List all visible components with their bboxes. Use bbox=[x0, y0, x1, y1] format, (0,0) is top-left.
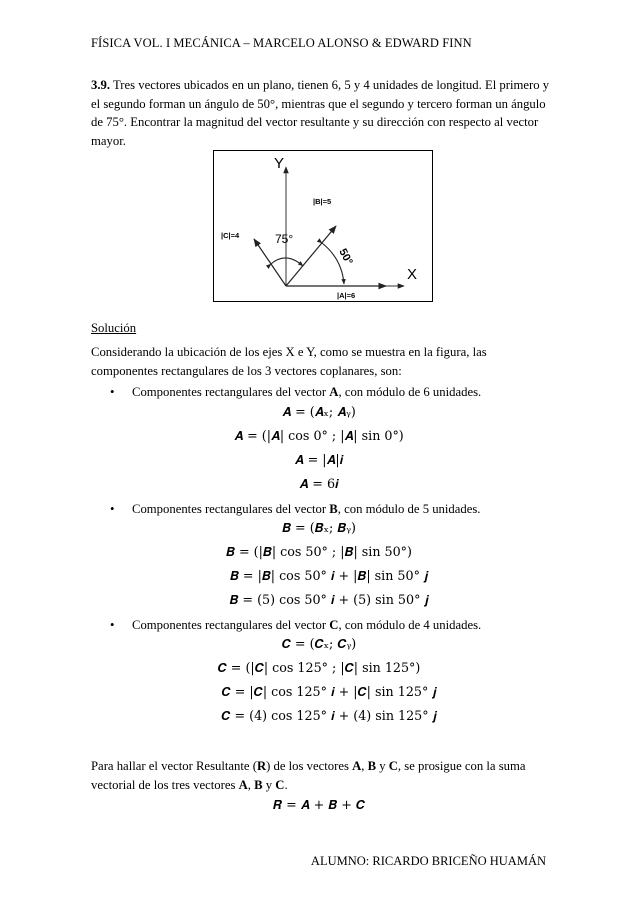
angle-50-label: 50° bbox=[336, 246, 355, 268]
resultante-text: Para hallar el vector Resultante ( bbox=[91, 759, 257, 773]
bullet-a-prefix: Componentes rectangulares del vector bbox=[132, 385, 330, 399]
resultante-text: . bbox=[284, 777, 288, 792]
page-header: FÍSICA VOL. I MECÁNICA – MARCELO ALONSO & EDWARD FINN bbox=[91, 36, 472, 50]
equation-b4: 𝑩 = (5) cos 50° 𝒊 + (5) sin 50° 𝒋 bbox=[229, 592, 429, 607]
resultante-text: , bbox=[361, 759, 368, 773]
equation-c4: 𝑪 = (4) cos 125° 𝒊 + (4) sin 125° 𝒋 bbox=[221, 708, 437, 723]
problem-text: Tres vectores ubicados en un plano, tienen 6, 5 y 4 unidades de longitud. El primero y el segundo forman un ángulo de 50°, mientras que el segundo y tercero forman un ángulo de 75°. Encontrar la magnitud del vector resultante y su dirección con respecto al vector mayor. bbox=[91, 78, 550, 148]
bullet-a-suffix: , con módulo de 6 unidades. bbox=[338, 385, 482, 399]
vector-c bbox=[254, 239, 286, 286]
vector-a-label: |A|=6 bbox=[337, 291, 356, 300]
problem-number: 3.9. bbox=[91, 78, 111, 92]
solucion-heading: Solución bbox=[91, 321, 137, 335]
bullet-c-vec: C bbox=[329, 618, 339, 632]
solucion-intro: Considerando la ubicación de los ejes X e Y, como se muestra en la figura, las componentes rectangulares de los 3 vectores coplanares, son: bbox=[91, 345, 487, 378]
x-axis-label: X bbox=[407, 266, 418, 283]
bullet-c-suffix: , con módulo de 4 unidades. bbox=[338, 618, 482, 632]
resultante-text: ) de los vectores bbox=[266, 759, 353, 773]
equation-a3: 𝑨 = |𝑨|𝒊 bbox=[294, 452, 344, 467]
resultante-text: y bbox=[376, 759, 389, 773]
equation-a4: 𝑨 = 6𝒊 bbox=[299, 476, 339, 491]
bullet-vector-c bbox=[132, 618, 481, 633]
bullet-b-prefix: Componentes rectangulares del vector bbox=[132, 502, 330, 516]
bullet-a-vec: A bbox=[329, 385, 339, 399]
vector-b bbox=[286, 226, 336, 286]
equation-c2: 𝑪 = (|𝑪| cos 125° ; |𝑪| sin 125°) bbox=[217, 660, 421, 675]
bullet-vector-a bbox=[132, 385, 481, 400]
vector-b-label: |B|=5 bbox=[313, 197, 332, 206]
resultante-vec: C bbox=[275, 777, 285, 792]
equation-c1: 𝑪 = (𝑪ₓ; 𝑪ᵧ) bbox=[281, 636, 357, 651]
bullet-b-vec: B bbox=[329, 502, 338, 516]
equation-a2: 𝑨 = (|𝑨| cos 0° ; |𝑨| sin 0°) bbox=[234, 428, 404, 443]
equation-c3: 𝑪 = |𝑪| cos 125° 𝒊 + |𝑪| sin 125° 𝒋 bbox=[221, 684, 437, 699]
equation-b3: 𝑩 = |𝑩| cos 50° 𝒊 + |𝑩| sin 50° 𝒋 bbox=[229, 568, 429, 583]
equation-a1: 𝑨 = (𝑨ₓ; 𝑨ᵧ) bbox=[282, 404, 356, 419]
angle-75-label: 75° bbox=[275, 232, 294, 246]
resultante-vec: A bbox=[238, 777, 248, 792]
equation-resultante: 𝑹 = 𝑨 + 𝑩 + 𝑪 bbox=[272, 797, 366, 812]
resultante-text: , bbox=[247, 777, 255, 792]
resultante-vec: R bbox=[256, 759, 267, 773]
resultante-vec: B bbox=[254, 777, 263, 792]
equation-b2: 𝑩 = (|𝑩| cos 50° ; |𝑩| sin 50°) bbox=[226, 544, 412, 559]
resultante-vec: C bbox=[388, 759, 398, 773]
vector-figure bbox=[213, 150, 433, 302]
resultante-vec: A bbox=[352, 759, 362, 773]
resultante-vec: B bbox=[367, 759, 377, 773]
page-footer: ALUMNO: RICARDO BRICEÑO HUAMÁN bbox=[310, 854, 546, 868]
bullet-dot: • bbox=[110, 385, 115, 399]
problem-statement bbox=[91, 76, 553, 150]
equation-b1: 𝑩 = (𝑩ₓ; 𝑩ᵧ) bbox=[282, 520, 356, 535]
bullet-dot: • bbox=[110, 502, 115, 516]
bullet-dot: • bbox=[110, 618, 115, 632]
resultante-text: , se prosigue con la suma vectorial de los tres vectores bbox=[91, 759, 526, 792]
resultante-text: y bbox=[262, 777, 276, 792]
bullet-c-prefix: Componentes rectangulares del vector bbox=[132, 618, 330, 632]
y-axis-label: Y bbox=[274, 155, 285, 172]
bullet-b-suffix: , con módulo de 5 unidades. bbox=[337, 502, 481, 516]
vector-c-label: |C|=4 bbox=[221, 231, 240, 240]
resultante-paragraph bbox=[91, 757, 553, 794]
bullet-vector-b bbox=[132, 502, 480, 517]
vector-diagram bbox=[214, 151, 432, 301]
angle-arc-75 bbox=[271, 258, 303, 266]
